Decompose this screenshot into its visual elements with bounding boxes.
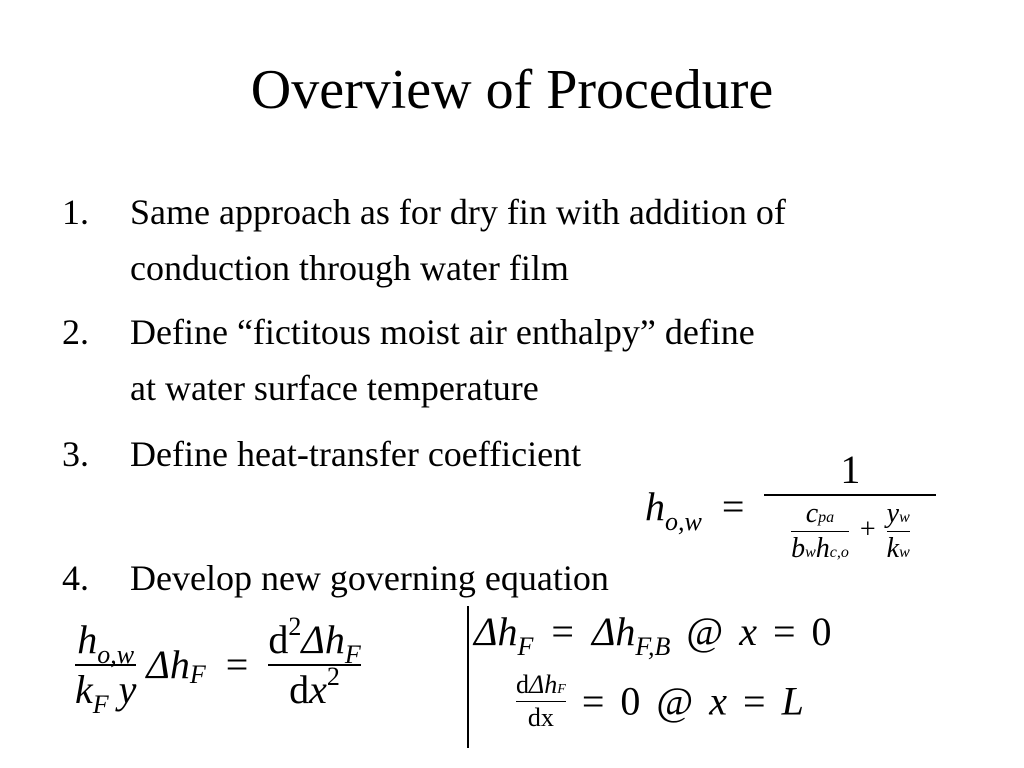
slide-title: Overview of Procedure [250,59,774,121]
heat-transfer-coefficient-equation: $h_{o,w}$ = 1 $\frac{\text{cpa}}{\text{bwhc,o}}$ + $\frac{yw}{kw}$ [645,450,936,563]
governing-equation: $\frac{h_{o,w}}{k_F y}$ $\Delta h_F$ = $\frac{d^2\Delta h_F}{dx^2}$ [75,612,361,719]
list-text-line: Define heat-transfer coefficient [130,434,582,474]
list-number: 1. [62,192,89,232]
list-text-line: at water surface temperature [130,368,539,408]
list-text-line: conduction through water film [130,248,569,288]
list-number: 3. [62,434,89,474]
list-text-line: Same approach as for dry fin with addition of [130,192,786,232]
boundary-condition-2: $\frac{\text{dΔhF}}{dx}$ = 0 @ x = L [516,670,804,732]
list-number: 4. [62,558,89,598]
list-number: 2. [62,312,89,352]
list-text-line: Develop new governing equation [130,558,609,598]
divider-line [467,606,469,748]
list-text-line: Define “fictitous moist air enthalpy” define [130,312,755,352]
boundary-condition-1: $\Delta h_F = \Delta h_{F,B}$ @ x = 0 [474,609,832,661]
